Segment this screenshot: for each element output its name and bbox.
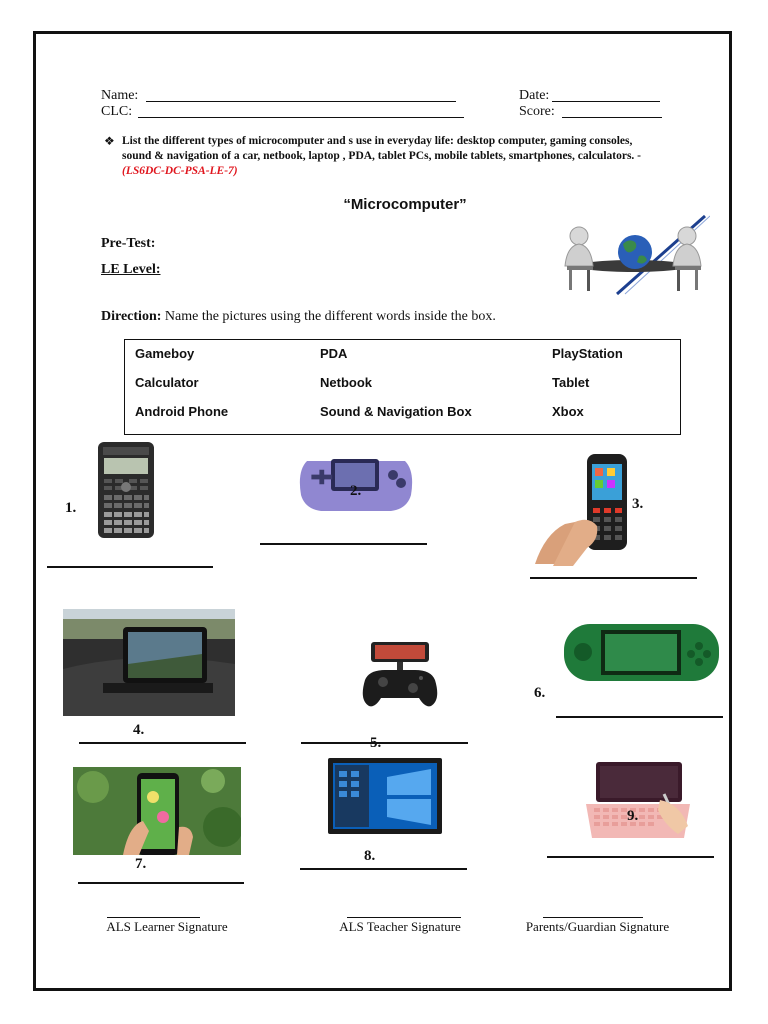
worksheet-title: “Microcomputer” [343,196,467,213]
item-number: 1. [65,500,77,516]
parent-signature-line[interactable] [543,917,643,918]
le-level-label: LE Level: [101,262,161,277]
item-number: 2. [350,483,362,499]
teacher-signature-label: ALS Teacher Signature [339,919,461,934]
item-number: 5. [370,735,382,751]
car-navigation-image [63,609,235,716]
answer-line-5[interactable] [301,742,468,744]
name-field[interactable] [146,101,456,102]
score-label: Score: [519,104,555,119]
parent-signature-label: Parents/Guardian Signature [525,919,670,934]
word-choice: Tablet [552,375,590,390]
playstation-image [563,620,720,685]
item-number: 3. [632,496,644,512]
word-choice: Xbox [552,404,584,419]
teacher-signature-line[interactable] [347,917,461,918]
item-number: 4. [133,722,145,738]
word-choice: Gameboy [135,346,195,361]
instruction-text: List the different types of microcomputer and s use in everyday life: desktop computer, gaming consoles, sound & navigation of a car, netbook, laptop , PDA, tablet PCs, mobile tablets, smartphones, calculators. -(LS6DC-DC-PSA-LE-7) [122,135,642,177]
pda-image [535,452,633,567]
xbox-controller-image [357,640,443,710]
word-choice: PlayStation [552,346,623,361]
word-choice: Calculator [135,375,199,390]
netbook-image [580,760,692,846]
bullet-diamond-icon: ❖ [104,134,115,148]
people-globe-illustration [555,214,710,296]
answer-line-8[interactable] [300,868,467,870]
item-number: 9. [627,808,639,824]
answer-line-6[interactable] [556,716,723,718]
word-choice: PDA [320,346,348,361]
clc-field[interactable] [138,117,464,118]
android-phone-image [73,767,241,855]
learner-signature-line[interactable] [107,917,200,918]
answer-line-2[interactable] [260,543,427,545]
direction-text: Direction: Name the pictures using the different words inside the box. [101,309,496,324]
item-number: 7. [135,856,147,872]
calculator-image [97,441,155,539]
answer-line-4[interactable] [79,742,246,744]
gameboy-image [297,449,415,515]
name-label: Name: [101,88,139,103]
answer-line-3[interactable] [530,577,697,579]
word-choice: Netbook [320,375,372,390]
score-field[interactable] [562,117,662,118]
word-box [124,339,681,435]
answer-line-7[interactable] [78,882,244,884]
pretest-label: Pre-Test: [101,236,156,251]
clc-label: CLC: [101,104,133,119]
competency-code: (LS6DC-DC-PSA-LE-7) [122,165,238,177]
word-choice: Android Phone [135,404,229,419]
answer-line-1[interactable] [47,566,213,568]
item-number: 8. [364,848,376,864]
answer-line-9[interactable] [547,856,714,858]
date-label: Date: [519,88,550,103]
word-choice: Sound & Navigation Box [320,404,472,419]
item-number: 6. [534,685,546,701]
tablet-image [327,757,443,835]
date-field[interactable] [552,101,660,102]
direction-label: Direction: [101,309,162,324]
learner-signature-label: ALS Learner Signature [106,919,228,934]
